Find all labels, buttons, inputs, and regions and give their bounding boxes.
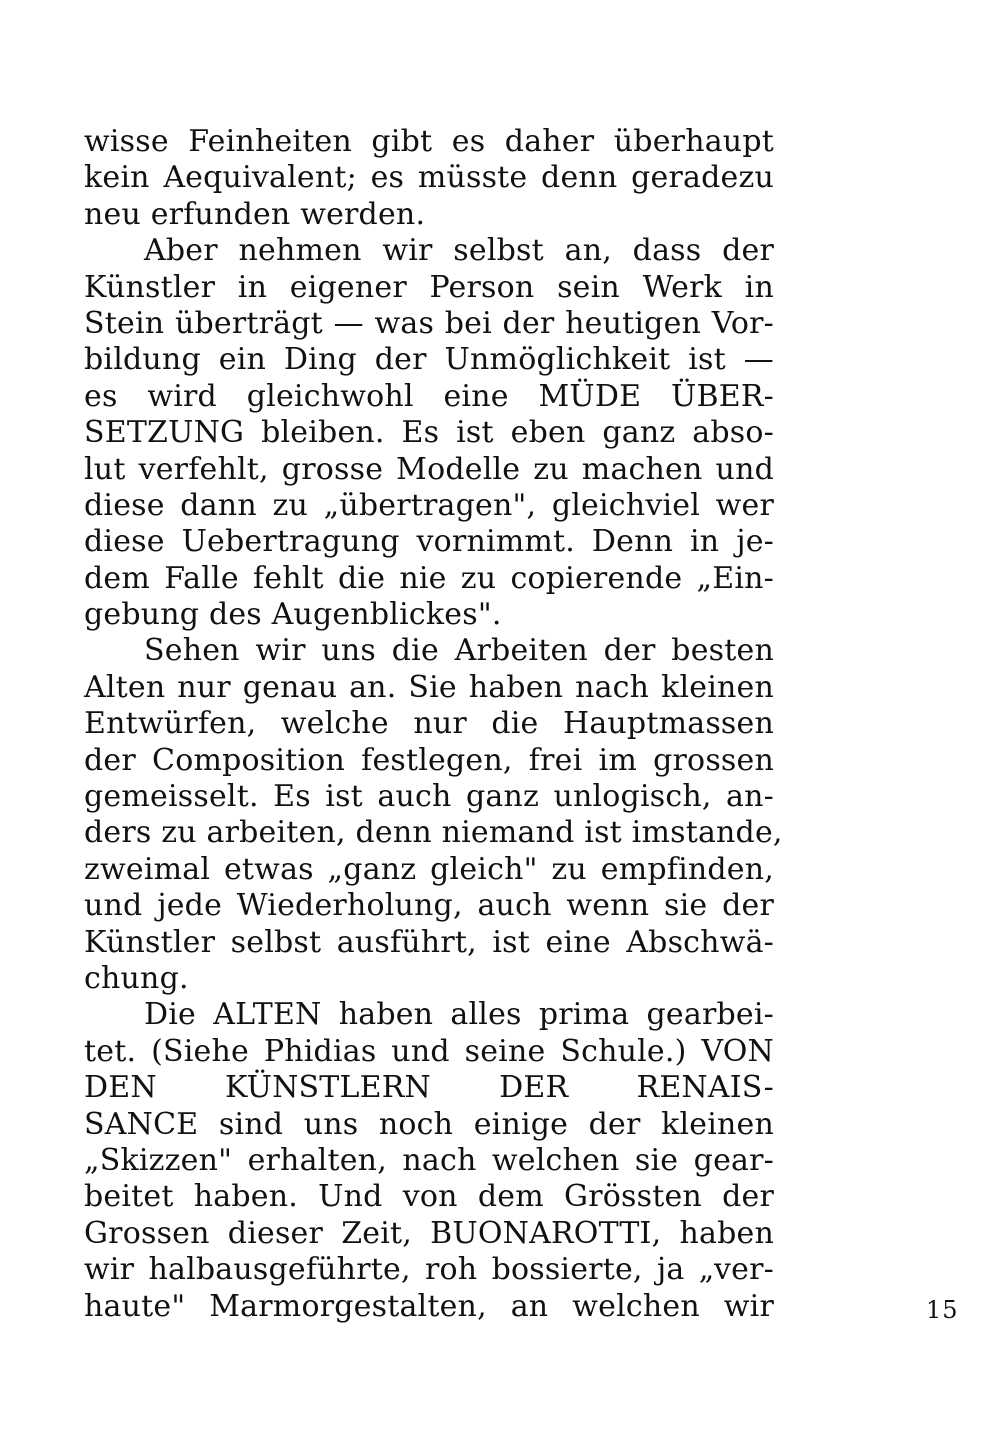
text-line: ders zu arbeiten, denn niemand ist imstande, [84,815,783,851]
text-line: diese Uebertragung vornimmt. Denn in je- [84,524,774,560]
text-line: DEN KÜNSTLERN DER RENAIS- [84,1070,774,1106]
text-line: Grossen dieser Zeit, BUONAROTTI, haben [84,1215,774,1251]
text-line: Stein überträgt — was bei der heutigen Vor- [84,305,774,341]
text-line: neu erfunden werden. [84,196,426,232]
text-line: gemeisselt. Es ist auch ganz unlogisch, an- [84,779,774,815]
text-line: lut verfehlt, grosse Modelle zu machen und [84,451,774,487]
text-line: Künstler selbst ausführt, ist eine Abschwä- [84,924,774,960]
text-line: beitet haben. Und von dem Grössten der [84,1179,774,1215]
text-line: SANCE sind uns noch einige der kleinen [84,1106,774,1142]
body-text [84,124,783,1325]
text-line: bildung ein Ding der Unmöglichkeit ist — [84,342,774,378]
text-line: der Composition festlegen, frei im grossen [84,742,774,778]
text-line: gebung des Augenblickes". [84,597,502,633]
text-line: Die ALTEN haben alles prima gearbei- [144,997,774,1033]
text-line: kein Aequivalent; es müsste denn geradezu [84,160,774,196]
text-line: „Skizzen" erhalten, nach welchen sie gear- [84,1142,774,1178]
text-line: und jede Wiederholung, auch wenn sie der [84,888,774,924]
text-line: Alten nur genau an. Sie haben nach kleinen [84,669,774,705]
text-line: haute" Marmorgestalten, an welchen wir [84,1288,774,1324]
text-line: Entwürfen, welche nur die Hauptmassen [84,706,774,742]
page-number: 15 [926,1296,959,1324]
text-line: zweimal etwas „ganz gleich" zu empfinden, [84,851,774,887]
text-line: diese dann zu „übertragen", gleichviel wer [84,487,774,523]
text-line: Aber nehmen wir selbst an, dass der [144,233,774,269]
text-line: wisse Feinheiten gibt es daher überhaupt [84,124,774,159]
text-line: chung. [84,960,189,996]
text-line: SETZUNG bleiben. Es ist eben ganz abso- [84,415,774,451]
text-line: tet. (Siehe Phidias und seine Schule.) VON [84,1033,774,1069]
text-line: dem Falle fehlt die nie zu copierende „Ein- [84,560,774,596]
text-line: Sehen wir uns die Arbeiten der besten [144,633,774,669]
text-line: Künstler in eigener Person sein Werk in [84,269,774,305]
text-line: es wird gleichwohl eine MÜDE ÜBER- [84,378,774,414]
text-line: wir halbausgeführte, roh bossierte, ja „ver- [84,1252,774,1288]
